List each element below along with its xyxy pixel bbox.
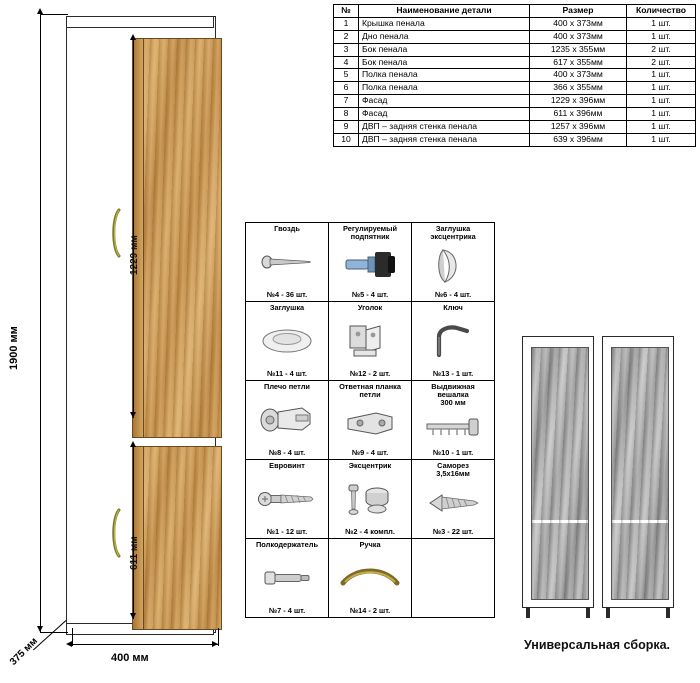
hardware-title: Заглушка	[269, 303, 305, 312]
self-tapping-screw-icon	[413, 478, 493, 527]
hardware-qty: №10 - 1 шт.	[432, 448, 474, 457]
cell-name: Фасад	[359, 108, 530, 121]
hardware-cell	[412, 223, 495, 302]
cell-no: 8	[334, 108, 359, 121]
col-size: Размер	[530, 5, 627, 18]
cell-qty: 1 шт.	[627, 17, 696, 30]
lower-door-handle	[110, 508, 118, 554]
hardware-cell	[412, 381, 495, 460]
cell-qty: 1 шт.	[627, 95, 696, 108]
cell-size: 400 х 373мм	[530, 69, 627, 82]
depth-dimension-label: 375 мм	[8, 635, 41, 668]
cabinet-front-view	[48, 8, 238, 638]
hardware-row	[246, 539, 495, 618]
hardware-cell	[246, 539, 329, 618]
table-row	[334, 95, 696, 108]
cam-cap-icon	[413, 241, 493, 290]
cell-name: Бок пенала	[359, 43, 530, 56]
cabinet-variant-left	[522, 336, 594, 608]
height-tick-top	[40, 14, 68, 15]
hardware-title: Гвоздь	[274, 224, 300, 233]
hardware-cell	[246, 381, 329, 460]
cell-qty: 2 шт.	[627, 43, 696, 56]
variant-right-leg-2	[666, 608, 670, 618]
hardware-qty: №5 - 4 шт.	[351, 290, 389, 299]
hardware-row	[246, 302, 495, 381]
cell-qty: 1 шт.	[627, 82, 696, 95]
hardware-qty: №11 - 4 шт.	[267, 369, 307, 378]
cell-size: 639 х 396мм	[530, 133, 627, 146]
confirmat-screw-icon	[247, 470, 327, 527]
cell-name: ДВП – задняя стенка пенала	[359, 133, 530, 146]
width-tick-left	[72, 628, 73, 646]
variant-right-door	[611, 347, 669, 600]
hardware-qty: №6 - 4 шт.	[434, 290, 472, 299]
hardware-cell	[328, 460, 411, 539]
parts-table	[333, 4, 696, 147]
hardware-title: Уголок	[357, 303, 383, 312]
col-qty: Количество	[627, 5, 696, 18]
hardware-qty: №9 - 4 шт.	[351, 448, 389, 457]
cell-size: 1257 х 396мм	[530, 120, 627, 133]
variant-right-door-split	[612, 520, 668, 523]
adjustable-foot-icon	[330, 241, 410, 290]
hardware-qty: №12 - 2 шт.	[349, 369, 391, 378]
hardware-qty: №13 - 1 шт.	[432, 369, 474, 378]
cell-no: 2	[334, 30, 359, 43]
cell-size: 617 х 355мм	[530, 56, 627, 69]
hardware-cell	[246, 460, 329, 539]
hardware-cell	[412, 460, 495, 539]
cell-size: 400 х 373мм	[530, 17, 627, 30]
hardware-title: Ответная планка петли	[339, 382, 401, 400]
hardware-title: Эксцентрик	[348, 461, 392, 470]
lower-door-arrow-top	[130, 441, 136, 447]
cell-name: Бок пенала	[359, 56, 530, 69]
lower-door-dimension-label: 611 мм	[129, 536, 140, 570]
cell-name: Крышка пенала	[359, 17, 530, 30]
cell-size: 1229 х 396мм	[530, 95, 627, 108]
hardware-cell	[328, 223, 411, 302]
hardware-row	[246, 223, 495, 302]
cell-no: 9	[334, 120, 359, 133]
hardware-cell	[328, 539, 411, 618]
hardware-title: Плечо петли	[264, 382, 310, 391]
hardware-title: Ключ	[443, 303, 463, 312]
table-row	[334, 56, 696, 69]
upper-door-dimension-label: 1229 мм	[129, 235, 140, 275]
hardware-qty: №3 - 22 шт.	[432, 527, 474, 536]
upper-door-arrow-top	[130, 34, 136, 40]
hardware-title: Полкодержатель	[256, 540, 318, 549]
nail-icon	[247, 233, 327, 290]
cell-name: ДВП – задняя стенка пенала	[359, 120, 530, 133]
shelf-support-icon	[247, 549, 327, 606]
table-header-row	[334, 5, 696, 18]
hardware-qty: №8 - 4 шт.	[268, 448, 306, 457]
hinge-plate-icon	[330, 399, 410, 448]
cell-size: 400 х 373мм	[530, 30, 627, 43]
cell-qty: 1 шт.	[627, 108, 696, 121]
table-row	[334, 120, 696, 133]
corner-bracket-icon	[330, 312, 410, 369]
hardware-cell-empty	[412, 539, 495, 618]
table-row	[334, 133, 696, 146]
allen-key-icon	[413, 312, 493, 369]
table-row	[334, 17, 696, 30]
col-no: №	[334, 5, 359, 18]
cell-name: Полка пенала	[359, 69, 530, 82]
handle-icon	[330, 549, 410, 606]
col-name: Наименование детали	[359, 5, 530, 18]
assembly-caption: Универсальная сборка.	[523, 638, 671, 652]
hardware-cell	[328, 381, 411, 460]
hardware-qty: №1 - 12 шт.	[266, 527, 308, 536]
cell-size: 1235 х 355мм	[530, 43, 627, 56]
upper-door-handle	[110, 208, 118, 254]
upper-door-arrow-bottom	[130, 412, 136, 418]
cell-no: 10	[334, 133, 359, 146]
assembled-variants-illustration	[512, 336, 678, 626]
lower-door	[140, 446, 222, 630]
hardware-qty: №7 - 4 шт.	[268, 606, 306, 615]
cell-no: 3	[334, 43, 359, 56]
hardware-title: Саморез 3,5х16мм	[436, 461, 470, 479]
cell-no: 7	[334, 95, 359, 108]
cell-no: 6	[334, 82, 359, 95]
table-row	[334, 30, 696, 43]
height-dimension-label: 1900 мм	[8, 326, 20, 370]
variant-left-leg-1	[526, 608, 530, 618]
cell-qty: 2 шт.	[627, 56, 696, 69]
cell-name: Фасад	[359, 95, 530, 108]
lower-door-arrow-bottom	[130, 613, 136, 619]
width-dimension-line	[72, 644, 218, 645]
variant-right-leg-1	[606, 608, 610, 618]
hardware-title: Евровинт	[269, 461, 305, 470]
cap-icon	[247, 312, 327, 369]
cell-size: 611 х 396мм	[530, 108, 627, 121]
cell-name: Полка пенала	[359, 82, 530, 95]
cell-no: 1	[334, 17, 359, 30]
hardware-cell	[246, 223, 329, 302]
width-tick-right	[218, 628, 219, 646]
hardware-qty: №14 - 2 шт.	[349, 606, 391, 615]
pull-out-hanger-icon	[413, 407, 493, 448]
hardware-table	[245, 222, 495, 618]
cell-qty: 1 шт.	[627, 133, 696, 146]
upper-door-dimension-line	[133, 40, 134, 418]
hardware-cell	[328, 302, 411, 381]
cell-name: Дно пенала	[359, 30, 530, 43]
hardware-row	[246, 460, 495, 539]
hardware-title: Ручка	[359, 540, 381, 549]
hardware-title: Выдвижная вешалка 300 мм	[431, 382, 475, 408]
variant-left-door	[531, 347, 589, 600]
hinge-arm-icon	[247, 391, 327, 448]
cell-qty: 1 шт.	[627, 120, 696, 133]
width-dimension-label: 400 мм	[111, 652, 149, 664]
cell-size: 366 х 355мм	[530, 82, 627, 95]
table-row	[334, 108, 696, 121]
cell-qty: 1 шт.	[627, 30, 696, 43]
hardware-title: Заглушка эксцентрика	[430, 224, 476, 242]
cam-lock-icon	[330, 470, 410, 527]
upper-door	[140, 38, 222, 438]
table-row	[334, 43, 696, 56]
hardware-title: Регулируемый подпятник	[343, 224, 397, 242]
height-dimension-line	[40, 14, 41, 632]
cell-no: 5	[334, 69, 359, 82]
hardware-cell	[246, 302, 329, 381]
cell-qty: 1 шт.	[627, 69, 696, 82]
height-tick-bottom	[40, 632, 68, 633]
table-row	[334, 69, 696, 82]
variant-left-door-split	[532, 520, 588, 523]
cabinet-variant-right	[602, 336, 674, 608]
cell-no: 4	[334, 56, 359, 69]
hardware-qty: №4 - 36 шт.	[266, 290, 308, 299]
cabinet-top-panel	[66, 16, 214, 28]
hardware-cell	[412, 302, 495, 381]
hardware-row	[246, 381, 495, 460]
hardware-qty: №2 - 4 компл.	[345, 527, 395, 536]
variant-left-leg-2	[586, 608, 590, 618]
table-row	[334, 82, 696, 95]
lower-door-dimension-line	[133, 447, 134, 619]
